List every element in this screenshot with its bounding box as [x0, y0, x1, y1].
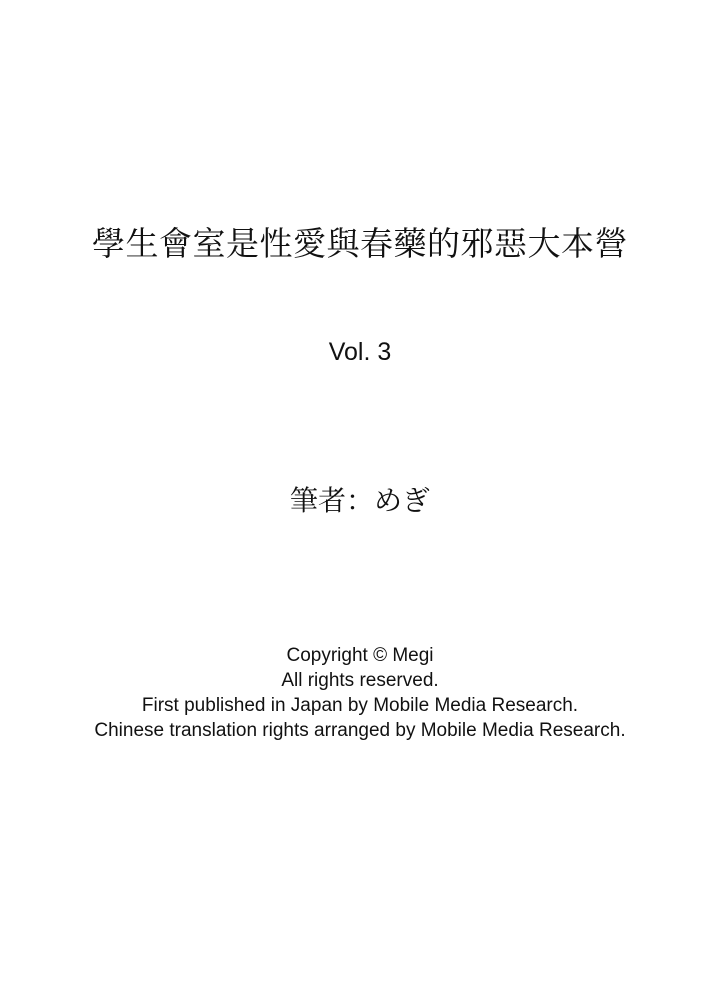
publication-line: First published in Japan by Mobile Media Research. — [141, 695, 579, 716]
author-credit: 筆者：めぎ — [289, 484, 430, 517]
rights-line: All rights reserved. — [281, 670, 439, 691]
volume-label: Vol. 3 — [328, 338, 392, 366]
copyright-line: Copyright © Megi — [286, 645, 434, 666]
copyright-notice — [0, 643, 720, 743]
book-title: 學生會室是性愛與春藥的邪惡大本營 — [92, 224, 628, 263]
translation-rights-line: Chinese translation rights arranged by Mobile Media Research. — [94, 720, 626, 741]
